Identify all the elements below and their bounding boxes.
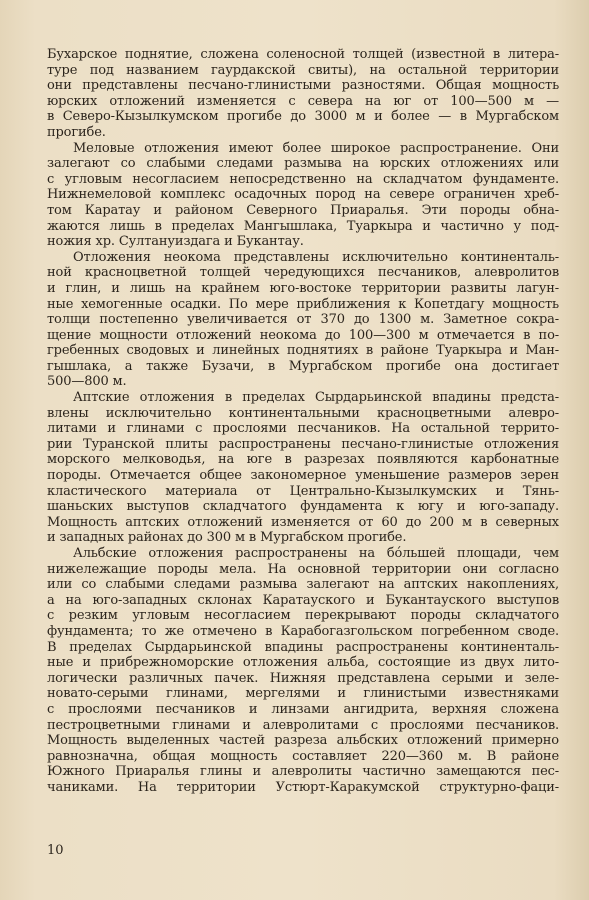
text-line: 500—800 м.: [47, 374, 127, 390]
page-number: 10: [47, 843, 64, 858]
text-line: в Северо-Кызылкумском прогибе до 3000 м и более — в Мургабском: [47, 109, 559, 125]
text-line: Нижнемеловой комплекс осадочных пород на севере ограничен хреб-: [47, 187, 559, 203]
text-line: толщи постепенно увеличивается от 370 до 1300 м. Заметное сокра-: [47, 312, 559, 328]
text-line: прогибе.: [47, 124, 106, 140]
text-line: кластического материала от Центрально-Кызылкумских и Тянь-: [47, 483, 559, 499]
text-line: шаньских выступов складчатого фундамента к югу и юго-западу.: [47, 499, 559, 515]
text-line: Меловые отложения имеют более широкое распространение. Они: [73, 140, 559, 156]
text-line: щение мощности отложений неокома до 100—300 м отмечается в по-: [47, 327, 559, 343]
text-line: ные и прибрежноморские отложения альба, состоящие из двух лито-: [47, 655, 559, 671]
text-line: жаются лишь в пределах Мангышлака, Туаркыра и частично у под-: [47, 218, 559, 234]
text-line: юрских отложений изменяется с севера на юг от 100—500 м —: [47, 93, 559, 109]
text-line: новато-серыми глинами, мергелями и глинистыми известняками: [47, 686, 559, 702]
text-line: литами и глинами с прослоями песчаников. На остальной террито-: [47, 421, 559, 437]
text-line: залегают со слабыми следами размыва на юрских отложениях или: [47, 156, 559, 172]
text-line: гышлака, а также Бузачи, в Мургабском прогибе она достигает: [47, 358, 559, 374]
text-line: или со слабыми следами размыва залегают на аптских накоплениях,: [47, 577, 559, 593]
text-line: с угловым несогласием непосредственно на складчатом фундаменте.: [47, 171, 559, 187]
text-line: влены исключительно континентальными красноцветными алевро-: [47, 405, 559, 421]
text-line: Альбские отложения распространены на бóльшей площади, чем: [73, 546, 559, 561]
text-line: они представлены песчано-глинистыми разностями. Общая мощность: [47, 78, 559, 94]
text-line: нижележащие породы мела. На основной территории они согласно: [47, 561, 559, 577]
text-line: и глин, и лишь на крайнем юго-востоке территории развиты лагун-: [47, 280, 559, 296]
text-line: Мощность выделенных частей разреза альбских отложений примерно: [47, 733, 559, 749]
text-line: Мощность аптских отложений изменяется от 60 до 200 м в северных: [47, 514, 559, 530]
text-line: Южного Приаралья глины и алевролиты частично замещаются пес-: [47, 764, 559, 780]
text-line: Отложения неокома представлены исключительно континенталь-: [73, 249, 559, 265]
text-line: том Каратау и районом Северного Приаралья. Эти породы обна-: [47, 202, 559, 218]
text-line: морского мелководья, на юге в разрезах появляются карбонатные: [47, 452, 559, 468]
text-line: ножия хр. Султануиздага и Букантау.: [47, 234, 304, 250]
body-text: [47, 47, 559, 796]
text-line: рии Туранской плиты распространены песчано-глинистые отложения: [47, 436, 559, 452]
text-line: В пределах Сырдарьинской впадины распространены континенталь-: [47, 639, 559, 655]
text-line: туре под названием гаурдакской свиты), на остальной территории: [47, 62, 559, 78]
text-line: логически различных пачек. Нижняя представлена серыми и зеле-: [47, 670, 559, 686]
text-line: чаниками. На территории Устюрт-Каракумской структурно-фаци-: [47, 779, 559, 795]
text-line: с резким угловым несогласием перекрывают породы складчатого: [47, 608, 559, 624]
text-line: ные хемогенные осадки. По мере приближения к Копетдагу мощность: [47, 296, 559, 312]
text-line: пестроцветными глинами и алевролитами с прослоями песчаников.: [47, 717, 559, 733]
text-line: с прослоями песчаников и линзами ангидрита, верхняя сложена: [47, 701, 559, 717]
text-line: Аптские отложения в пределах Сырдарьинской впадины предста-: [73, 390, 559, 406]
text-line: а на юго-западных склонах Каратауского и Букантауского выступов: [47, 592, 559, 608]
text-line: ной красноцветной толщей чередующихся песчаников, алевролитов: [47, 265, 559, 281]
text-line: равнозначна, общая мощность составляет 220—360 м. В районе: [47, 748, 559, 764]
text-line: гребенных сводовых и линейных поднятиях в районе Туаркыра и Ман-: [47, 343, 559, 359]
text-line: Бухарское поднятие, сложена соленосной толщей (известной в литера-: [47, 47, 559, 62]
text-line: фундамента; то же отмечено в Карабогазгольском погребенном своде.: [47, 623, 559, 639]
text-line: породы. Отмечается общее закономерное уменьшение размеров зерен: [47, 468, 559, 484]
text-line: и западных районах до 300 м в Мургабском прогибе.: [47, 530, 407, 546]
